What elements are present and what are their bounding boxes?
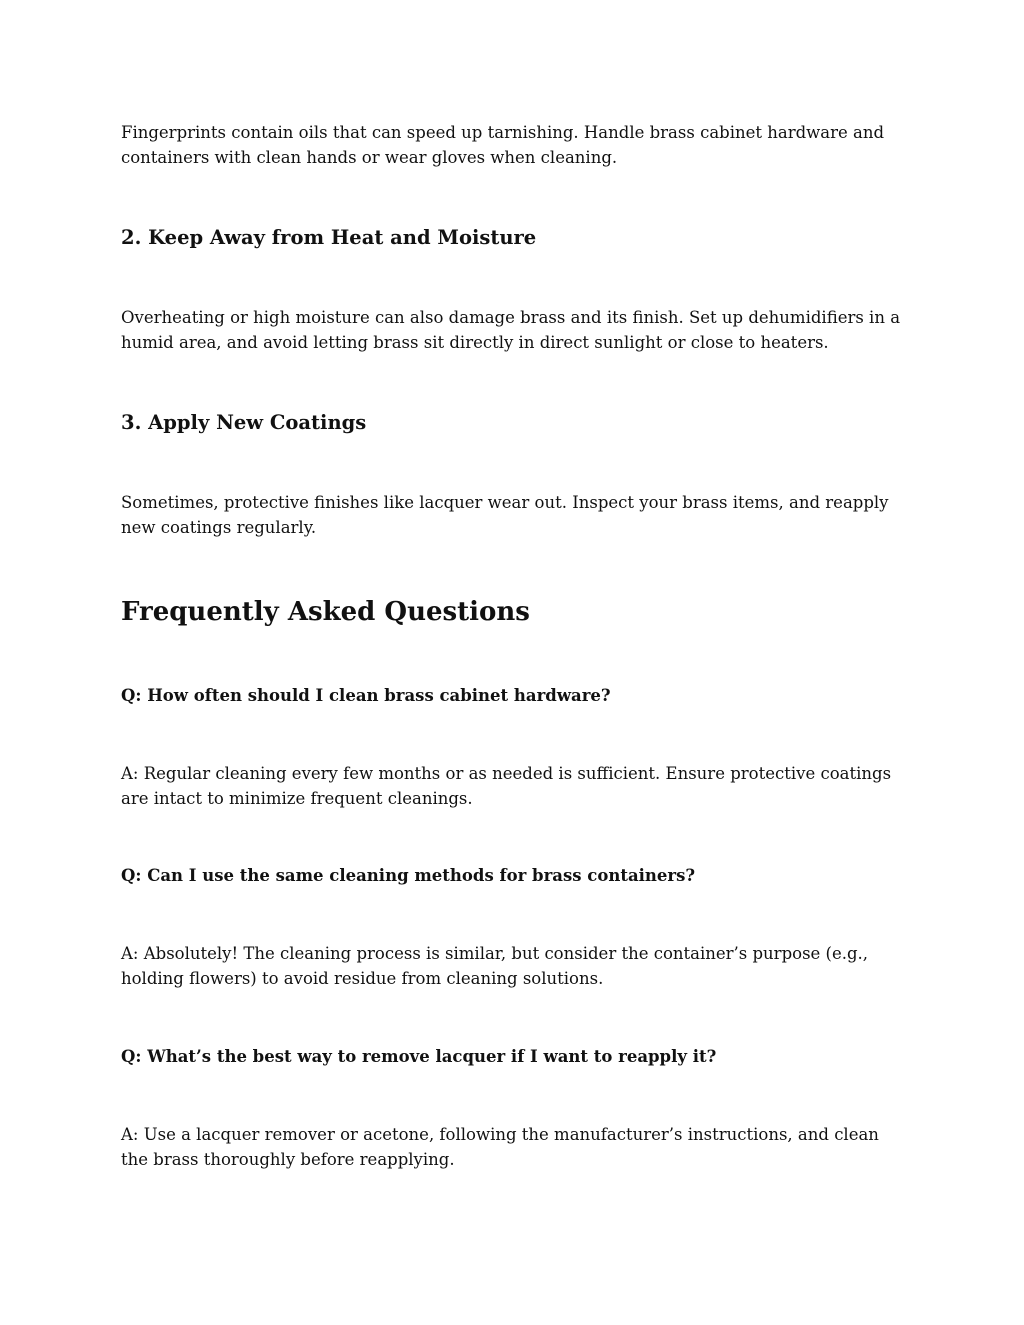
section-paragraph-coatings: Sometimes, protective finishes like lacquer wear out. Inspect your brass items, and reapply new coatings regularly. [121,493,889,537]
faq-title: Frequently Asked Questions [121,597,530,627]
faq-question: Q: Can I use the same cleaning methods for brass containers? [121,866,696,885]
intro-paragraph: Fingerprints contain oils that can speed up tarnishing. Handle brass cabinet hardware and containers with clean hands or wear gloves when cleaning. [121,123,885,167]
section-heading-coatings: 3. Apply New Coatings [121,411,367,434]
section-heading-heat-moisture: 2. Keep Away from Heat and Moisture [121,226,537,249]
faq-answer: A: Use a lacquer remover or acetone, following the manufacturer’s instructions, and clean the brass thoroughly before reapplying. [121,1125,879,1169]
faq-answer: A: Absolutely! The cleaning process is similar, but consider the container’s purpose (e.g., holding flowers) to avoid residue from cleaning solutions. [121,944,869,988]
faq-question: Q: How often should I clean brass cabinet hardware? [121,686,611,705]
faq-answer: A: Regular cleaning every few months or as needed is sufficient. Ensure protective coatings are intact to minimize frequent cleanings. [121,764,892,808]
faq-question: Q: What’s the best way to remove lacquer if I want to reapply it? [121,1047,717,1066]
section-paragraph-heat-moisture: Overheating or high moisture can also damage brass and its finish. Set up dehumidifiers in a humid area, and avoid letting brass sit directly in direct sunlight or close to heaters. [121,308,901,352]
